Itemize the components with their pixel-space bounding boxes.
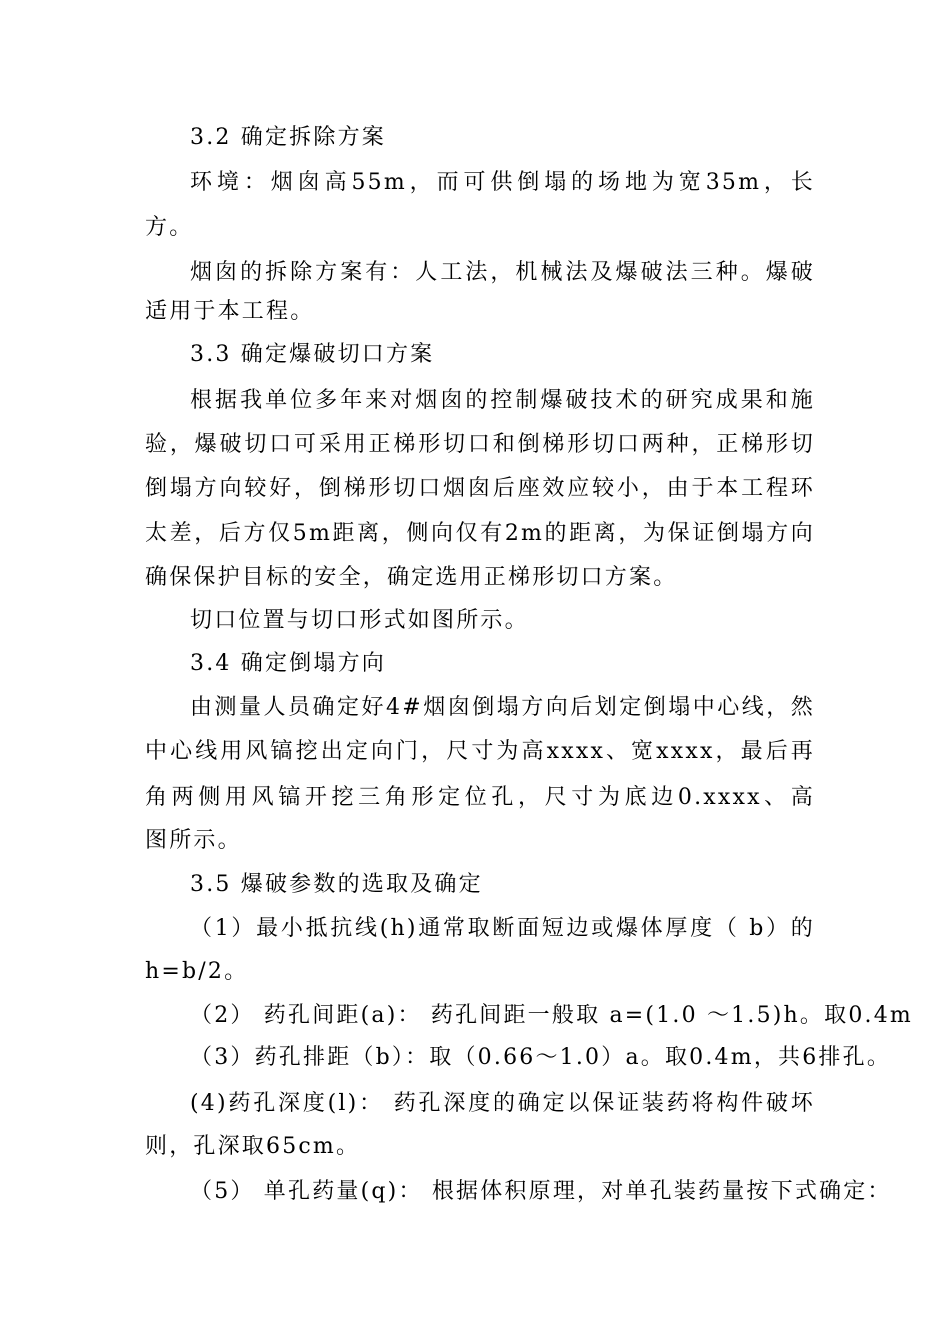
paragraph-line: （1）最小抵抗线(h)通常取断面短边或爆体厚度（ b）的: [190, 916, 815, 941]
paragraph-line: 适用于本工程。: [145, 299, 315, 324]
paragraph-line: 由测量人员确定好4#烟囱倒塌方向后划定倒塌中心线，然: [190, 695, 815, 720]
paragraph-line: 角两侧用风镐开挖三角形定位孔，尺寸为底边0.xxxx、高: [145, 785, 815, 810]
paragraph-line: 中心线用风镐挖出定向门，尺寸为高xxxx、宽xxxx，最后再: [145, 739, 815, 764]
heading-3-3: 3.3 确定爆破切口方案: [190, 342, 435, 367]
paragraph-line: 方。: [145, 215, 194, 240]
paragraph-line: 图所示。: [145, 828, 242, 853]
heading-3-4: 3.4 确定倒塌方向: [190, 651, 386, 676]
paragraph-line: 烟囱的拆除方案有：人工法，机械法及爆破法三种。爆破: [190, 260, 815, 285]
paragraph-line: （3）药孔排距（b）：取（0.66～1.0）a。取0.4m，共6排孔。: [190, 1045, 892, 1070]
paragraph-line: 确保保护目标的安全，确定选用正梯形切口方案。: [145, 565, 678, 590]
paragraph-line: (4)药孔深度(l)： 药孔深度的确定以保证装药将构件破坏: [190, 1091, 815, 1116]
paragraph-line: 环境：烟囱高55m，而可供倒塌的场地为宽35m，长: [190, 170, 815, 195]
paragraph-line: 倒塌方向较好，倒梯形切口烟囱后座效应较小，由于本工程环: [145, 476, 815, 501]
paragraph-line: 验，爆破切口可采用正梯形切口和倒梯形切口两种，正梯形切: [145, 432, 815, 457]
paragraph-line: 根据我单位多年来对烟囱的控制爆破技术的研究成果和施: [190, 388, 815, 413]
paragraph-line: h=b/2。: [145, 959, 249, 984]
paragraph-line: （5） 单孔药量(q)： 根据体积原理，对单孔装药量按下式确定：: [190, 1179, 892, 1204]
heading-3-2: 3.2 确定拆除方案: [190, 125, 386, 150]
paragraph-line: 切口位置与切口形式如图所示。: [190, 608, 529, 633]
paragraph-line: 则，孔深取65cm。: [145, 1134, 361, 1159]
paragraph-line: 太差，后方仅5m距离，侧向仅有2m的距离，为保证倒塌方向: [145, 521, 815, 546]
heading-3-5: 3.5 爆破参数的选取及确定: [190, 872, 483, 897]
paragraph-line: （2） 药孔间距(a)： 药孔间距一般取 a=(1.0 ～1.5)h。取0.4m: [190, 1003, 913, 1028]
